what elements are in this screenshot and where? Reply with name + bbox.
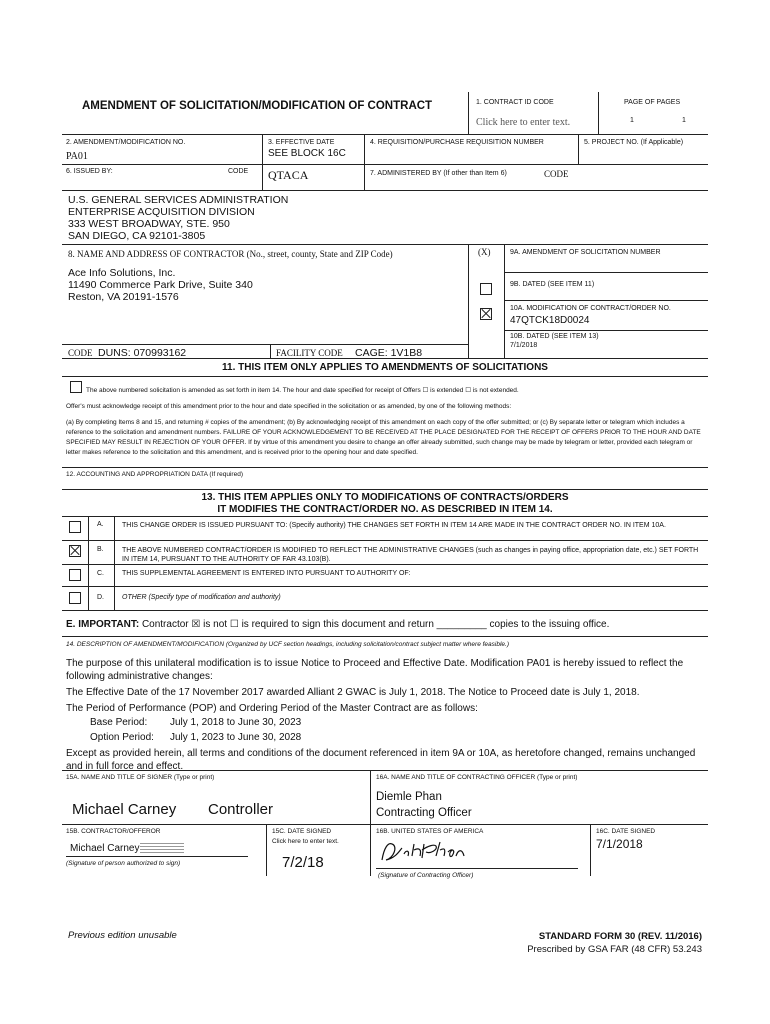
contractor-code-label: CODE [68, 348, 93, 358]
important-line [66, 619, 609, 630]
footer-form-number: STANDARD FORM 30 (REV. 11/2016) [538, 931, 702, 942]
facility-code-label: FACILITY CODE [276, 348, 343, 358]
section-13-letter-c: C. [97, 570, 104, 577]
contractor-city: Reston, VA 20191-1576 [68, 291, 179, 303]
contractor-15b-signature: Michael Carney [70, 843, 140, 854]
pages-total: 1 [682, 117, 686, 124]
solicitation-amended-checkbox[interactable] [70, 381, 82, 393]
section-13-checkbox-d[interactable] [69, 592, 81, 604]
contractor-name: Ace Info Solutions, Inc. [68, 267, 176, 279]
officer-16a-name: Diemle Phan [376, 791, 442, 803]
option-period-value: July 1, 2023 to June 30, 2028 [170, 732, 302, 743]
section-13-text-d: OTHER (Specify type of modification and authority) [122, 594, 281, 601]
item-9b-label: 9B. DATED (SEE ITEM 11) [510, 281, 595, 288]
contractor-15b-label: 15B. CONTRACTOR/OFFEROR [66, 828, 161, 835]
contractor-address [68, 267, 253, 303]
contractor-label: 8. NAME AND ADDRESS OF CONTRACTOR (No., street, county, State and ZIP Code) [68, 249, 393, 259]
section-13-text-c: THIS SUPPLEMENTAL AGREEMENT IS ENTERED INTO PURSUANT TO AUTHORITY OF: [122, 570, 411, 577]
officer-16b-caption: (Signature of Contracting Officer) [378, 872, 474, 879]
section-11-line1: The above numbered solicitation is amended as set forth in item 14. The hour and date specified for receipt of Offers ☐ is extended ☐ is not extended. [86, 387, 519, 394]
section-13-text-b: THE ABOVE NUMBERED CONTRACT/ORDER IS MODIFIED TO REFLECT THE ADMINISTRATIVE CHANGES (such as changes in paying office, appropriation date, etc.) SET FORTH IN ITEM 14, PURSUANT TO THE AUTHORITY OF FAR 43.103(B). [122, 547, 699, 563]
base-period-label: Base Period: [90, 717, 148, 728]
important-prefix: E. IMPORTANT: [66, 619, 140, 630]
section-11-title: 11. THIS ITEM ONLY APPLIES TO AMENDMENTS OF SOLICITATIONS [222, 362, 548, 373]
section-13-text-a: THIS CHANGE ORDER IS ISSUED PURSUANT TO: (Specify authority) THE CHANGES SET FORTH IN ITEM 14 ARE MADE IN THE CONTRACT ORDER NO. IN ITEM 10A. [122, 522, 666, 529]
officer-16a [376, 789, 472, 821]
effective-date-value: SEE BLOCK 16C [268, 148, 346, 159]
option-period-label: Option Period: [90, 732, 154, 743]
digital-signature-stamp [140, 841, 184, 853]
administered-code-label: CODE [544, 169, 569, 179]
administered-by-label: 7. ADMINISTERED BY (If other than Item 6) [370, 170, 507, 177]
important-text: Contractor ☒ is not ☐ is required to sign this document and return _________ copies to the issuing office. [141, 619, 610, 630]
item-10b-value: 7/1/2018 [510, 342, 538, 349]
form-title: AMENDMENT OF SOLICITATION/MODIFICATION OF CONTRACT [82, 100, 433, 112]
signer-15a-label: 15A. NAME AND TITLE OF SIGNER (Type or print) [66, 774, 215, 781]
section-13-letter-d: D. [97, 594, 104, 601]
contractor-duns: DUNS: 070993162 [98, 347, 187, 359]
x-mark-label: (X) [478, 247, 491, 257]
section-14-label: 14. DESCRIPTION OF AMENDMENT/MODIFICATION (Organized by UCF section headings, including solicitation/contract subject matter where feasible.) [66, 641, 509, 648]
section-14-p1: The purpose of this unilateral modification is to issue Notice to Proceed and Effective Date. Modification PA01 is hereby issued to reflect the following administrative changes: [66, 658, 684, 682]
item-10a-value: 47QTCK18D0024 [510, 315, 590, 326]
section-11-paragraph: (a) By completing Items 8 and 15, and returning # copies of the amendment; (b) By acknowledging receipt of this amendment on each copy of the offer submitted; or (c) By separate letter or telegram which includes a reference to the solicitation and amendment numbers. FAILURE OF YOUR ACKNOWLEDGEMENT TO BE RECEIVED AT THE PLACE DESIGNATED FOR THE RECEIPT OF OFFERS PRIOR TO THE HOUR AND DATE SPECIFIED MAY RESULT IN REJECTION OF YOUR OFFER. If by virtue of this amendment you desire to change an offer already submitted, such change may be made by telegram or letter, provided each telegram or letter makes reference to the solicitation and this amendment, and is received prior to the opening hour and date specified. [66, 419, 701, 456]
section-13-checkbox-b[interactable] [69, 545, 81, 557]
section-13-checkbox-a[interactable] [69, 521, 81, 533]
section-13-checkbox-c[interactable] [69, 569, 81, 581]
date-15c-value: 7/2/18 [282, 854, 324, 871]
issued-code-value: QTACA [268, 168, 309, 182]
item-10a-checkbox[interactable] [480, 308, 492, 320]
contractor-cage: CAGE: 1V1B8 [355, 347, 423, 359]
section-14-p4: Except as provided herein, all terms and conditions of the document referenced in item 9A or 10A, as heretofore changed, remains unchanged and in full force and effect. [66, 748, 696, 772]
contractor-15b-caption: (Signature of person authorized to sign) [66, 860, 181, 867]
footer-prescribed: Prescribed by GSA FAR (48 CFR) 53.243 [527, 944, 702, 955]
footer-edition-note: Previous edition unusable [68, 930, 177, 941]
section-13-title-line2: IT MODIFIES THE CONTRACT/ORDER NO. AS DESCRIBED IN ITEM 14. [217, 504, 553, 515]
date-16c-value: 7/1/2018 [596, 837, 643, 851]
officer-16a-title: Contracting Officer [376, 807, 472, 819]
footer-form-id [490, 930, 702, 956]
contract-id-field[interactable]: Click here to enter text. [476, 117, 571, 128]
signer-15a-title: Controller [208, 801, 274, 818]
amendment-no-value: PA01 [66, 151, 88, 162]
item-9a-label: 9A. AMENDMENT OF SOLICITATION NUMBER [510, 249, 661, 256]
page-number: 1 [630, 117, 634, 124]
section-14-body [66, 657, 706, 773]
signer-15a-name: Michael Carney [72, 801, 177, 818]
effective-date-label: 3. EFFECTIVE DATE [268, 139, 335, 146]
section-13-title-line1: 13. THIS ITEM APPLIES ONLY TO MODIFICATIONS OF CONTRACTS/ORDERS [201, 492, 569, 503]
requisition-label: 4. REQUISITION/PURCHASE REQUISITION NUMBER [370, 139, 544, 146]
date-16c-label: 16C. DATE SIGNED [596, 828, 656, 835]
section-13-letter-b: B. [97, 546, 104, 553]
item-10b-label: 10B. DATED (SEE ITEM 13) [510, 333, 599, 340]
amendment-no-label: 2. AMENDMENT/MODIFICATION NO. [66, 139, 186, 146]
section-13-letter-a: A. [97, 521, 104, 528]
issuer-line3: 333 WEST BROADWAY, STE. 950 [68, 218, 230, 230]
issuer-line4: SAN DIEGO, CA 92101-3805 [68, 230, 206, 242]
item-9b-checkbox[interactable] [480, 283, 492, 295]
section-13-title [62, 492, 708, 516]
item-10a-label: 10A. MODIFICATION OF CONTRACT/ORDER NO. [510, 305, 671, 312]
option-period-row [66, 731, 706, 744]
base-period-value: July 1, 2018 to June 30, 2023 [170, 717, 302, 728]
section-11-line2: Offer's must acknowledge receipt of this amendment prior to the hour and date specified in the solicitation or as amended, by one of the following methods: [66, 403, 512, 410]
page-of-pages-label: PAGE OF PAGES [624, 99, 681, 106]
section-14-p2: The Effective Date of the 17 November 2017 awarded Alliant 2 GWAC is July 1, 2018. The Notice to Proceed date is July 1, 2018. [66, 687, 640, 698]
date-15c-label: 15C. DATE SIGNED [272, 828, 332, 835]
issuer-address [68, 194, 288, 242]
accounting-label: 12. ACCOUNTING AND APPROPRIATION DATA (If required) [66, 471, 243, 478]
officer-16a-label: 16A. NAME AND TITLE OF CONTRACTING OFFICER (Type or print) [376, 774, 578, 781]
project-no-label: 5. PROJECT NO. (If Applicable) [584, 139, 684, 146]
section-14-p3: The Period of Performance (POP) and Ordering Period of the Master Contract are as follows: [66, 703, 478, 714]
officer-16b-label: 16B. UNITED STATES OF AMERICA [376, 828, 484, 835]
officer-signature-image [378, 836, 468, 866]
date-15c-hint[interactable]: Click here to enter text. [272, 838, 339, 845]
contract-id-label: 1. CONTRACT ID CODE [476, 99, 554, 106]
contractor-street: 11490 Commerce Park Drive, Suite 340 [68, 279, 253, 291]
issuer-line1: U.S. GENERAL SERVICES ADMINISTRATION [68, 194, 289, 206]
base-period-row [66, 716, 706, 729]
issued-by-label: 6. ISSUED BY: [66, 168, 113, 175]
issuer-line2: ENTERPRISE ACQUISITION DIVISION [68, 206, 255, 218]
issued-code-label: CODE [228, 168, 249, 175]
